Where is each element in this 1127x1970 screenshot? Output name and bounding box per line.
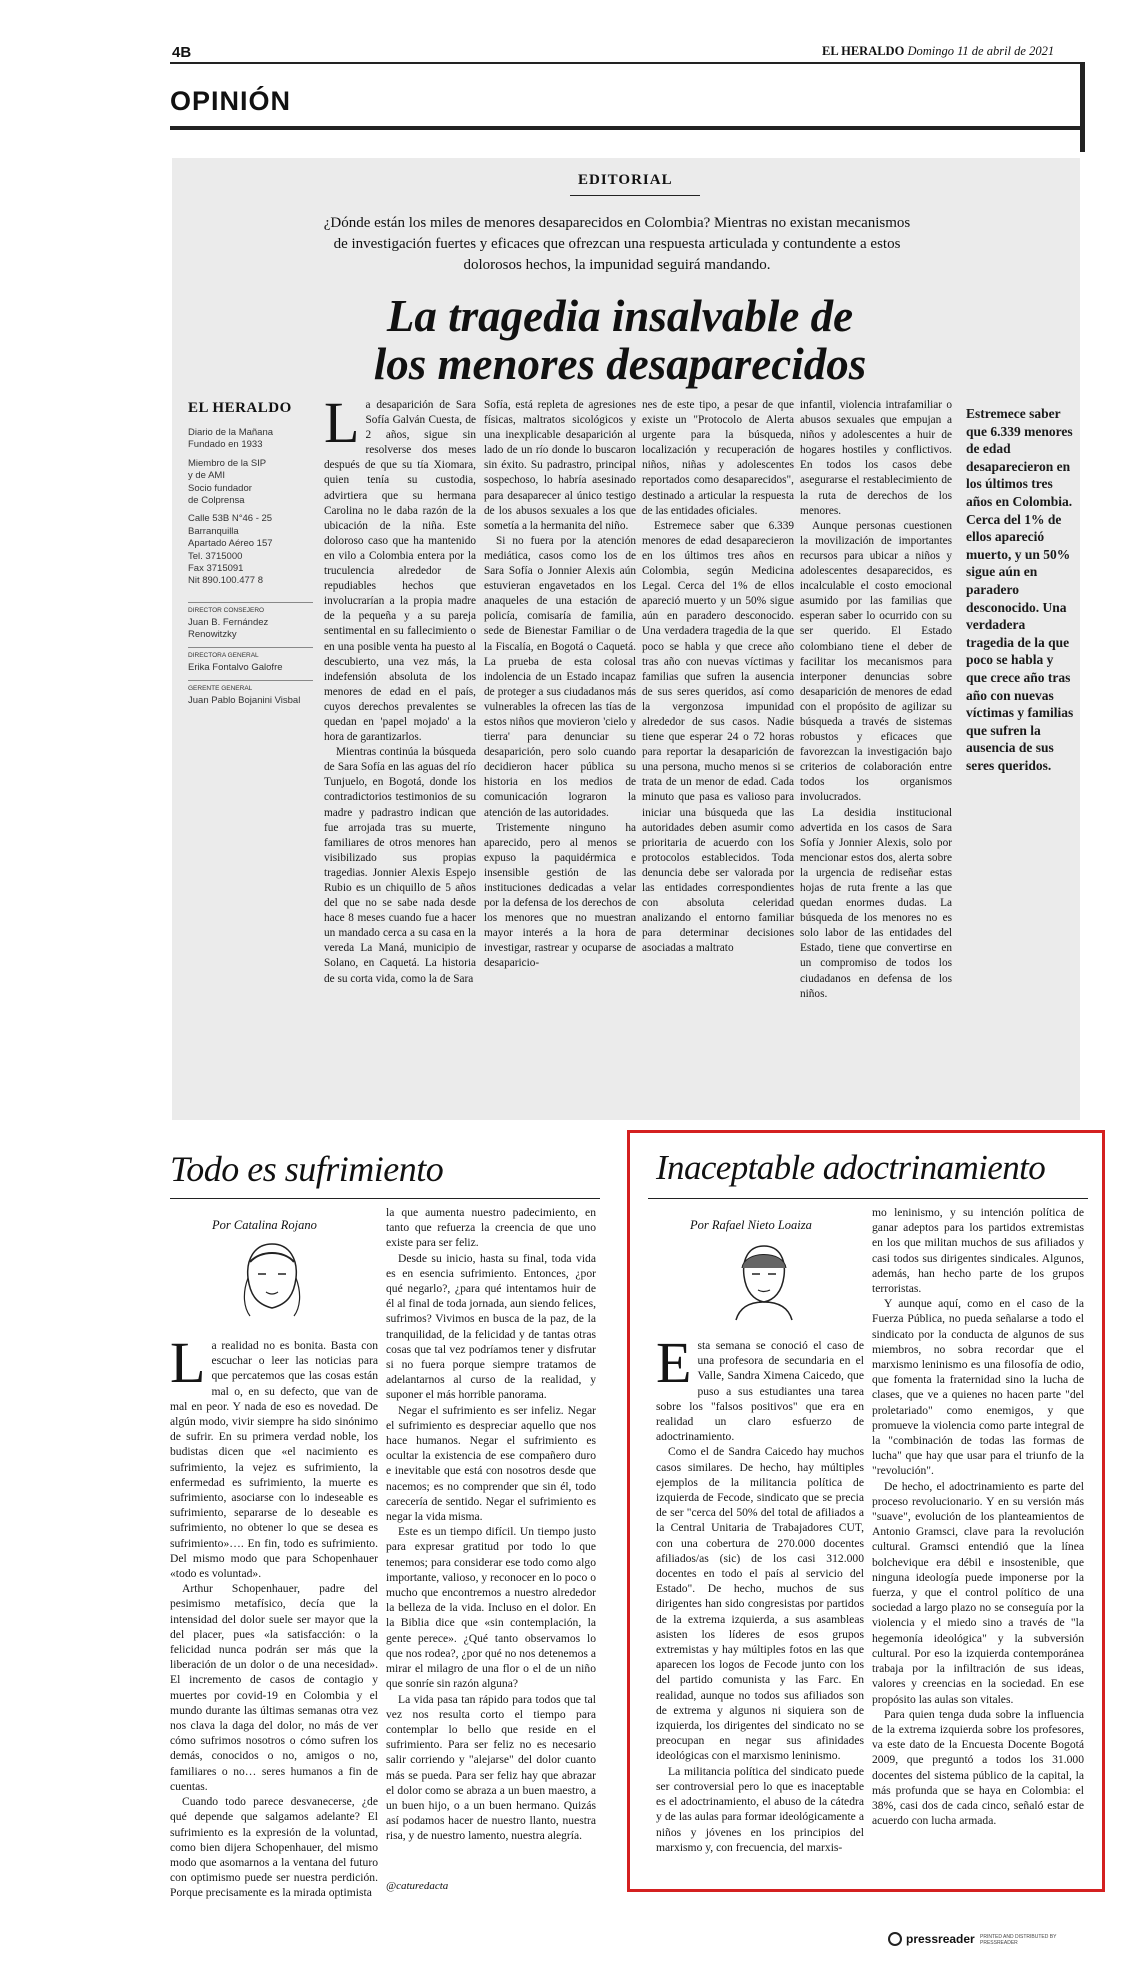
masthead-line: Tel. 3715000 [188,550,243,562]
page-number: 4B [172,44,192,61]
masthead-line: Fax 3715091 [188,563,244,575]
masthead-line: Calle 53B N°46 - 25 [188,513,273,525]
editorial-pullquote: Estremece saber que 6.339 menores de edad desaparecieron en los últimos tres años en Colombia. Cerca del 1% de ellos apareció muerto, y un 50% sigue aún en paradero desconocido. Una verdadera tragedia de la que poco se habla y que crece año tras año con nuevas víctimas y familias que sufren la ausencia de sus seres queridos. [966,406,1074,773]
left-col-1 [170,1330,378,1900]
pressreader-name: pressreader [906,1932,975,1946]
left-col1b: Arthur Schopenhauer, padre del pesimismo metafísico, decía que la intensidad del dolor suele ser mayor que la del placer, pues «la satisfacción: o la felicidad nunca podrán ser más que la liberación de un dolor o de una necesidad». El incremento de casos de contagio y muertes por covid-19 en Colombia y el mundo durante las últimas semanas otra vez nos clava la daga del dolor, no más de ver cómo sufrimos nosotros o cómo sufren los demás, conocidos o no, amigos o no, familiares o no… seres humanos a fin de cuentas. [170,1582,378,1793]
left-col-2 [386,1205,596,1867]
right-title: Inaceptable adoctrinamiento [656,1148,1046,1187]
masthead-line: Barranquilla [188,525,239,537]
left-col2c: Negar el sufrimiento es ser infeliz. Negar el sufrimiento es despreciar aquello que nos hace humanos. Negar el sufrimiento es ocultar la existencia de ese compañero duro e inevitable que está con nosotros desde que nacemos; es no comprender que sin él, todo carecería de sentido. Negar el sufrimiento es negar la vida misma. [386,1403,596,1524]
staff-role: GERENTE GENERAL [188,680,313,695]
right-col1b: Como el de Sandra Caicedo hay muchos casos similares. De hecho, hay múltiples ejemplos de la militancia política de izquierda de Fecode, sindicato que se precia de ser "cerca del 50% del total de afiliados a la Central Unitaria de Trabajadores CUT, con una cobertura de 270.000 docentes afiliados/as (sic) de los casi 312.000 docentes en todo el país al servicio del Estado". De hecho, muchos de sus dirigentes han sido congresistas por partidos de la extrema izquierda, a sus asambleas asisten los líderes de esos grupos extremistas y hay múltiples fotos en las que aparecen los logos de Fecode junto con los del partido comunista y las Farc. En realidad, aunque no todos sus afiliados son de extrema y algunos ni siquiera son de izquierda, los dirigentes del sindicato no se preocupan en negar sus afinidades ideológicas con el marxismo leninismo. [656,1445,864,1763]
masthead-line: Diario de la Mañana [188,427,274,438]
masthead-line: Nit 890.100.477 8 [188,575,264,587]
dropcap-l: L [324,390,360,455]
right-byline: Por Rafael Nieto Loaiza [690,1218,812,1232]
editorial-headline [280,292,960,388]
ed-col3b: Estremece saber que 6.339 menores de edad desaparecieron en los últimos tres años en Colombia, según Medicina Legal. Cerca del 1% de ellos apareció muerto y un 50% sigue aún en paradero desconocido. Una verdadera tragedia de la que poco se habla y que crece año tras año con nuevas víctimas y familias que sufren la ausencia de sus seres queridos, así como la vergonzosa impunidad alrededor de sus casos. Nadie tiene que esperar 24 o 72 horas para reportar la desaparición de una persona, mucho menos si se trata de un menor de edad. Cada minuto que pasa es valioso para iniciar una búsqueda que las autoridades deben asumir como prioritaria de acuerdo con los protocolos establecidos. Toda denuncia debe ser valorada por las entidades correspondientes con absoluta celeridad analizando el entorno familiar para determinar decisiones asociadas a maltrato [642,519,794,955]
dropcap-l2: L [170,1330,206,1395]
masthead-line: Miembro de la SIP [188,457,267,469]
right-col2c: De hecho, el adoctrinamiento es parte del proceso revolucionario. Y en su versión más "suave", evolución de los planteamientos de Antonio Gramsci, clave para la revolución cultural. Gramsci entendió que la línea bolchevique era débil e insostenible, que ninguna ideología puede imponerse por la fuerza, y que el control político de una sociedad a largo plazo no se conseguía por la violencia y el miedo sino a través de "la hegemonía ideológica" y la subversión cultural. Por eso la izquierda contemporánea trabaja por la infiltración de sus ideas, valores y creencias en la sociedad. En ese propósito las aulas son vitales. [872,1479,1084,1706]
masthead-date [822,44,1054,59]
masthead-line: Socio fundador [188,482,252,494]
pressreader-fine-print: PRINTED AND DISTRIBUTED BY PRESSREADER [980,1934,1057,1946]
right-col2d: Para quien tenga duda sobre la influencia de la extrema izquierda sobre los profesores, va este dato de la Encuesta Docente Bogotá 2009, que preguntó a todos los 31.000 docentes del sistema público de la capital, la más profunda que se haya en Colombia: el 38%, casi dos de cada cinco, señaló estar de acuerdo con lucha armada. [872,1707,1084,1828]
paper-name: EL HERALDO [822,44,905,58]
left-col1-text: a realidad no es bonita. Basta con escuchar o leer las noticias para que percatemos que las cosas están mal o, en su defecto, que van de mal en peor. Y nada de eso es novedad. De algún modo, vivir siempre ha sido sinónimo de sufrir. En su primera verdad noble, los budistas dicen que «el nacimiento es sufrimiento, la vejez es sufrimiento, la enfermedad es sufrimiento, la muerte es sufrimiento, asociarse con lo indeseable es sufrimiento, separarse de lo deseable es sufrimiento, no obtener lo que se desea es sufrimiento»…. En fin, todo es sufrimiento. Del mismo modo que para Schopenhauer «todo es voluntad». [170,1339,378,1581]
ed-col2: Sofía, está repleta de agresiones físicas, maltratos sicológicos y una inexplicable desaparición al lado de un río donde lo buscaron sin éxito. Su padrastro, principal sospechoso, lo habría asesinado para desaparecer al único testigo de los abusos sexuales a los que sometía a la hermanita del niño. [484,399,636,532]
left-col1c: Cuando todo parece desvanecerse, ¿de qué depende que salgamos adelante? El sufrimiento es la expresión de la voluntad, como bien dijera Schopenhauer, del mismo modo que asomarnos a la ventana del futuro con optimismo puede ser nuestra perdición. Porque precisamente es la mirada optimista [170,1795,378,1900]
ed-col2b: Si no fuera por la atención mediática, casos como los de Sara Sofía o Jonnier Alexis aún estuvieran engavetados en los anaqueles de una estación de policía, comisaría de familia, sede de Bienestar Familiar o de la Fiscalía, en Bogotá o Caquetá. La prueba de esta colosal indolencia de un Estado incapaz de proteger a sus ciudadanos más vulnerables la ofrecen las tías de estos niños que movieron 'cielo y tierra' para denunciar su desaparición, pero solo cuando decidieron hacer pública su historia en los medios de comunicación lograron la atención de las autoridades. [484,534,636,819]
author-portrait-rojano [236,1238,308,1320]
kicker-rule [570,195,700,196]
masthead-name: EL HERALDO [188,400,292,416]
masthead-line: Apartado Aéreo 157 [188,538,273,550]
ed-col1b: Mientras continúa la búsqueda de Sara Sofía en las aguas del río Tunjuelo, en Bogotá, donde los contradictorios testimonios de su madre y padrastro indican que fue arrojada tras su muerte, familiares de otros menores han visibilizado sus propias tragedias. Jonnier Alexis Espejo Rubio es un chiquillo de 5 años del que no se sabe nada desde hace 8 meses cuando fue a hacer un mandado cerca a su casa en la vereda La Maná, municipio de Solano, en Caquetá. La historia de su corta vida, como la de Sara [324,746,476,985]
masthead-line: Fundado en 1933 [188,439,263,451]
left-col2e: La vida pasa tan rápido para todos que tal vez nos resulta corto el tiempo para contemplar lo bello que reside en el sufrimiento. Para ser feliz no es necesario salir corriendo y "alejarse" del dolor cuanto más se pueda. Para ser feliz hay que abrazar el dolor como se abraza a un buen maestro, a un buen hijo, o a un buen hermano. Quizás así podamos hacer de nuestro llanto, nuestra risa, y de nuestro lamento, nuestra alegría. [386,1692,596,1843]
ed-col4: infantil, violencia intrafamiliar o abusos sexuales que empujan a niños y adolescentes a huir de hogares hostiles y conflictivos. En todos los casos debe asegurarse el restablecimiento de la ruta de derechos de los menores. [800,399,952,517]
editorial-kicker: EDITORIAL [578,172,673,188]
headline-line1: La tragedia insalvable de [386,291,854,341]
headline-line2: los menores desaparecidos [373,339,867,389]
left-byline: Por Catalina Rojano [212,1218,317,1232]
header-rule [170,62,1082,64]
editorial-col-3 [642,398,794,1090]
staff-role: DIRECTOR CONSEJERO [188,602,313,617]
staff-name: Juan Pablo Bojanini Visbal [188,694,301,706]
staff-role: DIRECTORA GENERAL [188,647,313,662]
pressreader-logo [888,1932,975,1946]
ed-col3: nes de este tipo, a pesar de que existe un "Protocolo de Alerta urgente para la búsqueda, localización y recuperación de niños, niñas y adolescentes reportados como desaparecidos", destinado a articular la respuesta de las entidades oficiales. [642,399,794,517]
masthead-block [188,400,313,707]
dropcap-e: E [656,1330,692,1395]
left-title: Todo es sufrimiento [170,1149,444,1189]
masthead-line: y de AMI [188,470,225,482]
editorial-col-2 [484,398,636,1090]
left-col2d: Este es un tiempo difícil. Un tiempo justo para expresar gratitud por todo lo que tenemos; para considerar ese todo como algo importante, valioso, y reconocer en lo poco o mucho que encontremos a nuestro alrededor la belleza de la vida. Incluso en el dolor. En la Biblia dice que «sin contemplación, la gente perece». ¿Qué tanto observamos lo que nos rodea?, ¿por qué no nos detenemos a mirar el milagro de una flor o el de un niño que sonríe sin razón alguna? [386,1525,596,1691]
left-title-rule [170,1198,600,1199]
left-col2: la que aumenta nuestro padecimiento, en tanto que refuerza la creencia de que uno existe para ser feliz. [386,1206,596,1250]
staff-name: Juan B. Fernández Renowitzky [188,616,269,640]
left-col2b: Desde su inicio, hasta su final, toda vida es en esencia sufrimiento. Entonces, ¿por qué negarlo?, ¿para qué intentamos huir de él al final de toda jornada, aun siendo felices, sufrimos? Vivimos en busca de la paz, de la tranquilidad, de la felicidad y de tantas otras cosas que tal vez podríamos tener y disfrutar si no fuera porque siempre tratamos de adelantarnos al curso de la realidad, y suponer el más horrible panorama. [386,1251,596,1402]
section-title: OPINIÓN [170,86,292,116]
right-col2b: Y aunque aquí, como en el caso de la Fuerza Pública, no pueda señalarse a todo el sindicato por la conducta de algunos de sus miembros, no sobra recordar que el marxismo leninismo es una filosofía de odio, que fomenta la fraternidad sino la lucha de clases, que ve a quienes no hacen parte "del proletariado" como enemigos, y que promueve la violencia como parte integral de la "combinación de todas las formas de lucha" que hay que usar para el triunfo de la "revolución". [872,1297,1084,1478]
right-col-2 [872,1205,1084,1880]
ed-col2c: Tristemente ninguno ha aparecido, pero al menos se expuso la paquidérmica e insensible gestión de las instituciones dedicadas a velar por la defensa de los derechos de los menores que no muestran mayor interés a la hora de investigar, rastrear y ocuparse de desaparicio- [484,821,636,970]
right-title-rule [648,1198,1088,1199]
right-col1-text: sta semana se conoció el caso de una profesora de secundaria en el Valle, Sandra Ximena Caicedo, que puso a sus estudiantes una tarea sobre los "falsos positivos" que era en realidad un claro esfuerzo de adoctrinamiento. [656,1339,864,1444]
editorial-col-1 [324,390,476,1090]
staff-name: Erika Fontalvo Galofre [188,661,283,673]
author-portrait-nieto [722,1236,806,1320]
right-col1c: La militancia política del sindicato puede ser controversial pero lo que es inaceptable es el adoctrinamiento, el abuso de la cátedra y de las aulas para formar ideológicamente a niños y jóvenes en los principios del marxismo y, con frecuencia, del marxis- [656,1764,864,1854]
masthead-line: de Colprensa [188,495,245,507]
author-handle[interactable]: @caturedacta [386,1880,449,1892]
right-col-1 [656,1330,864,1878]
editorial-col-4 [800,398,952,1090]
editorial-lead: ¿Dónde están los miles de menores desaparecidos en Colombia? Mientras no existan mecanismos de investigación fuertes y eficaces que ofrezcan una respuesta articulada y contundente a estos dolorosos hechos, la impunidad seguirá mandando. [323,215,911,273]
ed-col1-text: a desaparición de Sara Sofía Galván Cuesta, de 2 años, sigue sin resolverse dos meses después de que su tía Xiomara, quien tenía su custodia, advirtiera que su hermana Carolina no le daba razón de la ubicación de la niña. Este doloroso caso que ha mantenido en vilo a Colombia entera por la truculencia alrededor de repudiables hechos que involucrarían a la propia madre de la pequeña y a su pareja sentimental en su fallecimiento o en una posible venta ha puesto al descubierto, una vez más, la indefensión absoluta de los menores de edad en el país, cuyos derechos prevalentes se quedan en 'papel mojado' a la hora de garantizarlos. [324,399,476,744]
corner-mark [1080,62,1085,152]
masthead-staff [188,602,313,707]
section-rule [170,126,1082,130]
issue-date: Domingo 11 de abril de 2021 [907,44,1055,58]
ed-col4c: La desidia institucional advertida en los casos de Sara Sofía y Jonnier Alexis, solo por mencionar estos dos, alerta sobre la urgencia de rediseñar estas hojas de ruta frente a las que quedan enormes dudas. La búsqueda de los menores no es solo labor de las entidades del Estado, tiene que convertirse en un compromiso de todos los ciudadanos en defensa de los niños. [800,806,952,1000]
right-col2: mo leninismo, y su intención política de ganar adeptos para los partidos extremistas en los que militan muchos de sus afiliados y casi todos sus dirigentes sindicales. Algunos, además, han hecho parte de los grupos terroristas. [872,1206,1084,1296]
ed-col4b: Aunque personas cuestionen la movilización de importantes recursos para ubicar a niños y adolescentes desaparecidos, es incalculable el costo emocional asumido por las familias que esperan saber lo ocurrido con su ser querido. El Estado colombiano tiene el deber de facilitar los mecanismos para interponer denuncias sobre desaparición de menores de edad con el propósito de agilizar su búsqueda a través de sistemas robustos y eficaces que favorezcan la investigación bajo criterios de colaboración entre todos los organismos involucrados. [800,519,952,804]
pressreader-icon [888,1932,902,1946]
masthead-info [188,427,313,588]
